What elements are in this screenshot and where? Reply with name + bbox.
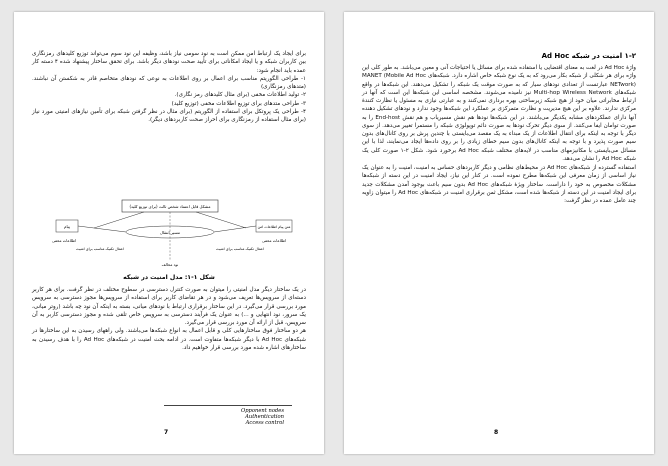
security-model-diagram	[34, 198, 304, 270]
page-right	[344, 12, 654, 454]
paragraph: هر دو ساختار فوق ساختارهایی کلی و قابل اعمال به انواع شبکه‌ها می‌باشند. ولی راههای رسیدن به این ساختارها در شبکه‌های Ad Hoc با دیگر شبکه‌ها متفاوت است. در ادامه بحث امنیت در شبکه‌های Ad Hoc را با هدف رسیدن به ساختارهای اشاره شده مورد بررسی قرار خواهیم داد.	[32, 328, 306, 351]
trusted-third-party-label: مشکل قابل اعتماد شخص ثالث (برای توزیع کلید)	[129, 204, 211, 209]
list-item: ۱- طراحی الگوریتم مناسب برای اعمال بر روی اطلاعات به نوعی که نودهای متخاصم قادر به شکستن آن نباشند. (متدهای رمزنگاری)	[32, 75, 306, 90]
left-top-text	[32, 50, 306, 124]
left-technique-label: اعمال تکنیک مناسب برای امنیت	[76, 247, 124, 251]
list-item: ۳- طراحی متدهای برای توزیع اطلاعات مخفی (توزیع کلید)	[171, 100, 306, 107]
section-heading: ۱-۲ امنیت در شبکه Ad Hoc	[541, 52, 636, 60]
right-secret-info: اطلاعات مخفی	[261, 238, 287, 243]
receiver-label: متن پیام اطلاعات امن	[257, 225, 291, 229]
page-left	[14, 12, 324, 454]
right-technique-label: اعمال تکنیک مناسب برای امنیت	[216, 247, 264, 251]
footnotes	[241, 408, 284, 426]
list-item: ۲- تولید اطلاعات مخفی (برای مثال کلیدهای رمز نگاری).	[174, 92, 306, 99]
footnote-1: Opponent nodes	[240, 408, 284, 414]
left-secret-info: اطلاعات مخفی	[51, 238, 77, 243]
page-number-right: 8	[494, 429, 499, 436]
left-bottom-text	[32, 286, 306, 352]
channel-label: مسیر انتقال	[160, 230, 180, 235]
list-item: ۴- طراحی یک پروتکل برای استفاده از الگوریتم (برای مثال در نظر گرفتن شبکه برای تأمین نیازهای امنیتی مورد نیاز (برای مثال استفاده از رمزنگاری برای احراز صحت کاربردهای دیگر).	[32, 108, 306, 123]
paragraph: در یک ساختار دیگر مدل امنیتی را میتوان به صورت کنترل دسترسی در سطوح مختلف در نظر گرفت. برای هر کاربر دسته‌ای از سرویس‌ها تعریف می‌شود و در هر تقاضای کاربر برای استفاده از سرویس‌ها مجوز دسترسی به سرویس مورد بررسی قرار می‌گیرد. در این ساختار برقراری ارتباط با نودهای میانی، بسته به اینکه آن نود چه باشد (روتر میانی، یک سرور، نود انتهایی و ...) به عنوان یک فرآیند دسترسی به سرویس خاص تلقی شده و مجوز دسترسی کاربر به آن سرویس، قبل از ارائه آن مورد بررسی قرار می‌گیرد.	[32, 287, 306, 326]
sender-label: پیام	[63, 224, 71, 229]
figure-caption: شکل ۱-۱: مدل امنیت در شبکه	[123, 274, 215, 281]
paragraph: واژهٔ Ad Hoc در لغت به معنای اقتضایی یا استفاده شده برای مسائل یا احتیاجات آنی و معین می‌باشد. به طور کلی این واژه برای هر شکلی از شبکه بکار می‌رود که به یک نوع شبکه خاص اشاره دارد. شبکه‌های MANET (Mobile Ad Hoc NETwork) عبارتست از تعدادی نودهای سیار که به صورت موقت یک شبکه را تشکیل می‌دهند. این شبکه‌ها در واقع شبکه‌های Multi-hop Wireless Network نیز نامیده می‌شوند. مشخصه اساسی این شبکه‌ها این است که آنها در ارتباط مخابراتی میان خود از هیچ شبکه زیرساختی بهره برداری نمی‌کنند و به عبارتی نیازی به مسئول یا نظارت کنندهٔ مرکزی ندارند. علاوه بر این هیچ مدیریت و نظارت متمرکزی بر عملکرد این شبکه‌ها وجود ندارد و نودهای تشکیل دهنده آنها دارای عملکردهای مشابه یکدیگر می‌باشند. در این شبکه‌ها نودها هم نقش مسیریاب و هم نقش End-host را به صورت توامان ایفا می‌کنند. از سوی دیگر تحرک نودها به صورت دائم توپولوژی شبکه را مستمرا تغییر می‌دهد. از سوی دیگر با توجه به اینکه برای انتقال اطلاعات از یک مبداء به یک مقصد می‌بایستی با چندین پرش بر روی کانال‌های بدون سیم صورت پذیرد و با توجه به اینکه کانال‌های بدون سیم خطای زیادی را بر روی داده‌ها ایجاد می‌نمایند، لذا با این مسائل می‌بایستی با مکانیزمهای مناسب در لایه‌های مختلف شبکه Ad Hoc برخورد شود. شکل ۲-۱ صورت کلی یک شبکه Ad Hoc را نشان می‌دهد.	[362, 65, 636, 162]
footnote-divider	[164, 405, 292, 406]
paragraph: استفاده گسترده از شبکه‌های Ad Hoc در محیط‌های نظامی و دیگر کاربردهای حساس به امنیت، امنیت را به عنوان یک نیاز اساسی از زمان معرفی این شبکه‌ها مطرح نموده است. در کنار این نیاز، ایجاد امنیت در این دسته از شبکه‌ها مشکلات مخصوص به خود را داراست. ساختار ویژهٔ شبکه‌های Ad Hoc بدون سیم باعث بوجود آمدن مشکلات جدید برای ایجاد امنیت در این دسته از شبکه‌ها شده است، مشکل ثمن برقراری امنیت در شبکه‌های Ad Hoc را میتوان زاویه چند عامل عمده در نظر گرفت:	[362, 165, 637, 204]
footnote-3: Access control	[245, 420, 284, 426]
opponent-node-label: نود مخالف	[161, 262, 179, 267]
right-text	[362, 64, 636, 205]
footnote-2: Authentication	[245, 414, 284, 420]
page-number-left: 7	[164, 429, 169, 436]
paragraph: برای ایجاد یک ارتباط امن ممکن است به نود سومی نیاز باشد، وظیفه این نود سوم می‌تواند توزیع کلیدهای رمزنگاری بین کاربران شبکه و یا ایجاد امکاناتی برای تأیید صحت نودهای دیگر باشد. برای تحقق ساختار پیشنهاد شده ۴ دسته کار عمده باید انجام شود:	[32, 51, 306, 74]
